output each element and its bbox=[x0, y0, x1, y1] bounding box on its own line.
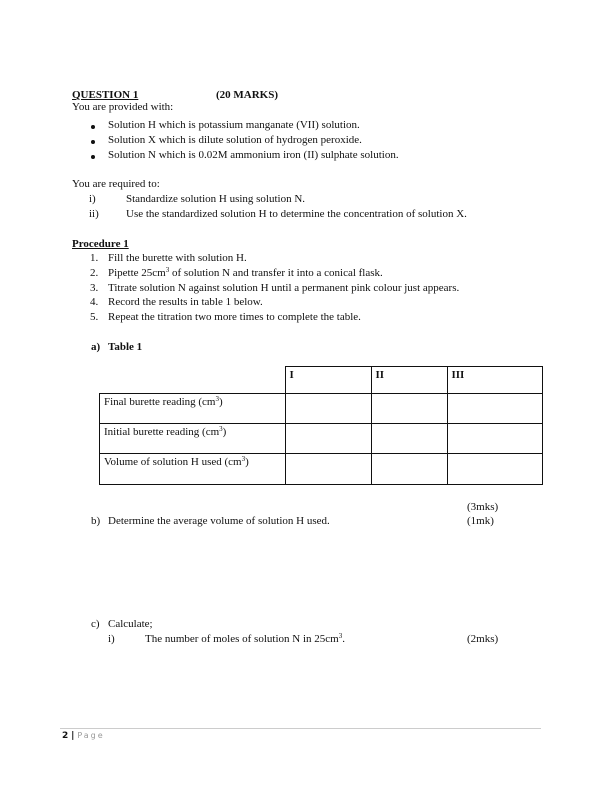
part-a-marks: (3mks) bbox=[467, 501, 499, 513]
required-num: i) bbox=[89, 193, 96, 205]
input-cell[interactable] bbox=[447, 424, 542, 454]
column-header: III bbox=[447, 367, 542, 394]
procedure-title: Procedure 1 bbox=[72, 238, 129, 250]
procedure-step: Titrate solution N against solution H until a permanent pink colour just appears. bbox=[108, 282, 460, 294]
superscript: 3 bbox=[165, 266, 170, 274]
part-b-text: Determine the average volume of solution H used. bbox=[108, 515, 330, 527]
results-table bbox=[99, 366, 543, 485]
part-c-sub-text: The number of moles of solution N in $25cm^3$. bbox=[145, 632, 345, 645]
empty-cell bbox=[100, 367, 286, 394]
step-text: of solution N and transfer it into a conical flask. bbox=[169, 267, 383, 279]
required-item: Standardize solution H using solution N. bbox=[126, 193, 306, 205]
step-num: 5. bbox=[90, 311, 99, 323]
question-marks: (20 MARKS) bbox=[216, 89, 279, 101]
bullet-icon bbox=[91, 155, 95, 159]
step-num: 4. bbox=[90, 296, 99, 308]
table-row bbox=[100, 394, 543, 424]
question-title: QUESTION 1 bbox=[72, 89, 139, 101]
provided-item: Solution X which is dilute solution of hydrogen peroxide. bbox=[108, 134, 362, 146]
step-num: 1. bbox=[90, 252, 99, 264]
input-cell[interactable] bbox=[285, 454, 371, 485]
part-b-marks: (1mk) bbox=[467, 515, 494, 527]
procedure-step: Repeat the titration two more times to complete the table. bbox=[108, 311, 361, 323]
table-header-row bbox=[100, 367, 543, 394]
table-row bbox=[100, 454, 543, 485]
input-cell[interactable] bbox=[371, 394, 447, 424]
footer-divider bbox=[60, 728, 541, 729]
required-num: ii) bbox=[89, 208, 99, 220]
input-cell[interactable] bbox=[371, 424, 447, 454]
provided-item: Solution H which is potassium manganate (VII) solution. bbox=[108, 119, 360, 131]
required-intro: You are required to: bbox=[72, 178, 160, 190]
provided-intro: You are provided with: bbox=[72, 101, 174, 113]
input-cell[interactable] bbox=[447, 394, 542, 424]
page-label: Page bbox=[77, 731, 105, 740]
column-header: I bbox=[285, 367, 371, 394]
part-c-sub-marks: (2mks) bbox=[467, 633, 499, 645]
procedure-step: Record the results in table 1 below. bbox=[108, 296, 263, 308]
bullet-icon bbox=[91, 125, 95, 129]
row-label: Initial burette reading $(cm^3)$ bbox=[100, 424, 286, 454]
step-text: Pipette 25cm bbox=[108, 267, 166, 279]
input-cell[interactable] bbox=[447, 454, 542, 485]
part-c-text: Calculate; bbox=[108, 618, 153, 630]
footer-separator: | bbox=[71, 731, 75, 741]
procedure-step: Fill the burette with solution H. bbox=[108, 252, 247, 264]
table-row bbox=[100, 424, 543, 454]
procedure-step bbox=[108, 267, 383, 280]
part-b-label: b) bbox=[91, 515, 101, 527]
bullet-icon bbox=[91, 140, 95, 144]
input-cell[interactable] bbox=[285, 424, 371, 454]
part-c-sub-num: i) bbox=[108, 633, 115, 645]
part-a-label: a) bbox=[91, 341, 101, 353]
provided-item: Solution N which is 0.02M ammonium iron (II) sulphate solution. bbox=[108, 149, 399, 161]
step-num: 2. bbox=[90, 267, 99, 279]
page-number: 2 bbox=[62, 731, 69, 741]
input-cell[interactable] bbox=[285, 394, 371, 424]
input-cell[interactable] bbox=[371, 454, 447, 485]
page-footer bbox=[62, 731, 105, 741]
table-title: Table 1 bbox=[108, 341, 143, 353]
row-label: Volume of solution H used $(cm^3)$ bbox=[100, 454, 286, 485]
step-num: 3. bbox=[90, 282, 99, 294]
part-c-label: c) bbox=[91, 618, 100, 630]
column-header: II bbox=[371, 367, 447, 394]
row-label: Final burette reading $(cm^3)$ bbox=[100, 394, 286, 424]
required-item: Use the standardized solution H to determine the concentration of solution X. bbox=[126, 208, 467, 220]
